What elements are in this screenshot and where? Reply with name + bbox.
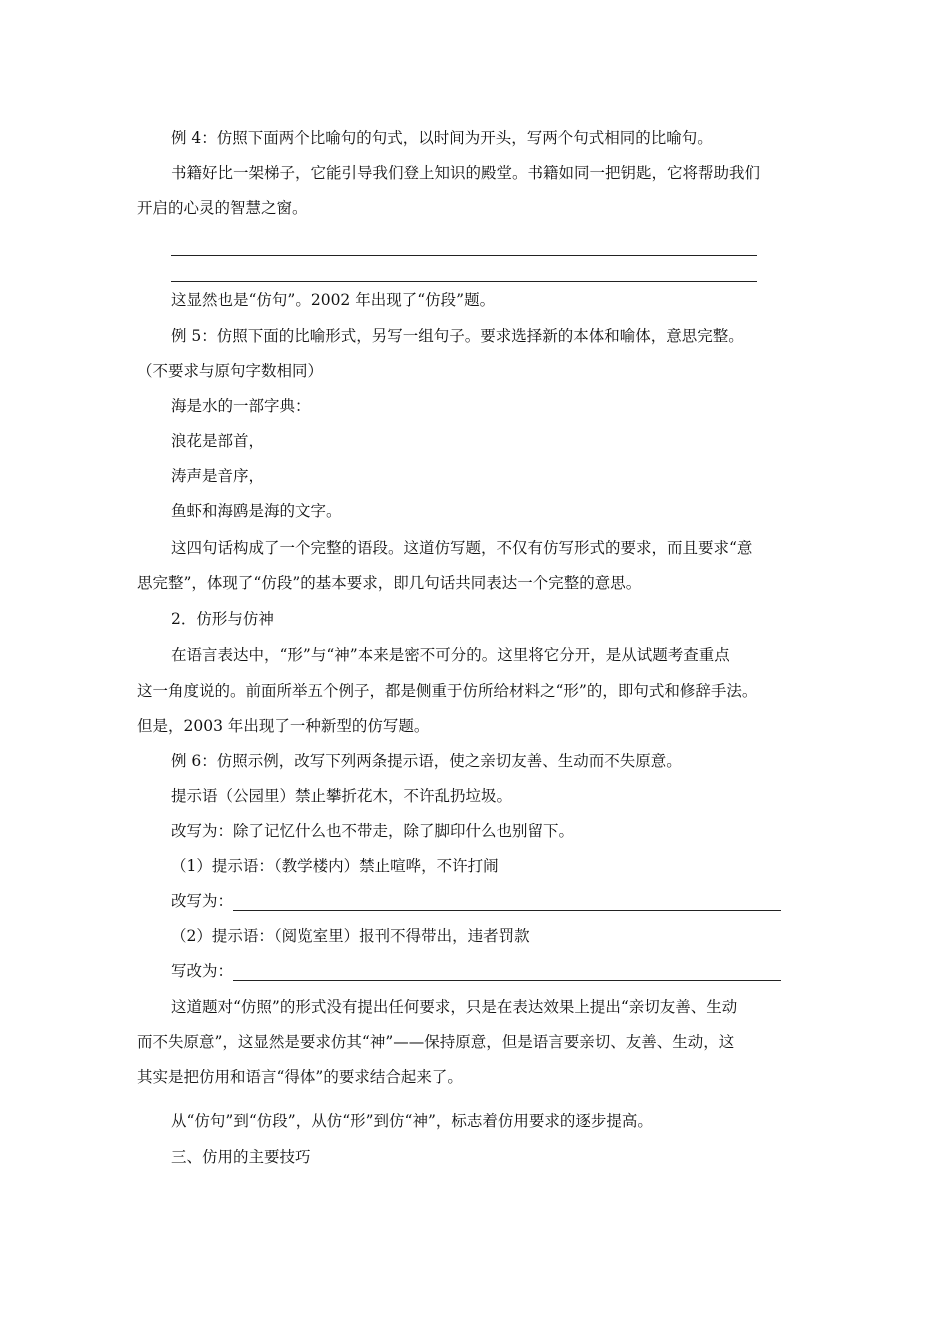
paragraph-line: 改写为：除了记忆什么也不带走，除了脚印什么也别留下。 xyxy=(171,822,575,840)
answer-line xyxy=(171,255,757,256)
paragraph-line: 这显然也是“仿句”。2002 年出现了“仿段”题。 xyxy=(171,291,496,309)
answer-line xyxy=(171,281,757,282)
paragraph-line: 这一角度说的。前面所举五个例子，都是侧重于仿所给材料之“形”的，即句式和修辞手法。 xyxy=(137,682,758,700)
paragraph-line: 浪花是部首， xyxy=(171,432,265,450)
paragraph-line: 但是，2003 年出现了一种新型的仿写题。 xyxy=(137,717,430,735)
paragraph-line: 从“仿句”到“仿段”，从仿“形”到仿“神”，标志着仿用要求的逐步提高。 xyxy=(171,1112,653,1130)
answer-blank[interactable] xyxy=(233,896,781,911)
paragraph-line: 开启的心灵的智慧之窗。 xyxy=(137,199,308,217)
paragraph-line: 例 5：仿照下面的比喻形式，另写一组句子。要求选择新的本体和喻体，意思完整。 xyxy=(171,327,744,345)
section-heading: 2．仿形与仿神 xyxy=(171,610,274,628)
answer-label: 改写为： xyxy=(171,892,234,910)
paragraph-line: 而不失原意”，这显然是要求仿其“神”——保持原意，但是语言要亲切、友善、生动，这 xyxy=(137,1033,735,1051)
paragraph-line: 这道题对“仿照”的形式没有提出任何要求，只是在表达效果上提出“亲切友善、生动 xyxy=(171,998,738,1016)
paragraph-line: （1）提示语：（教学楼内）禁止喧哗，不许打闹 xyxy=(171,857,499,875)
paragraph-line: 提示语（公园里）禁止攀折花木，不许乱扔垃圾。 xyxy=(171,787,513,805)
paragraph-line: 海是水的一部字典： xyxy=(171,397,311,415)
paragraph-line: 书籍好比一架梯子，它能引导我们登上知识的殿堂。书籍如同一把钥匙，它将帮助我们 xyxy=(171,164,761,182)
answer-blank[interactable] xyxy=(233,966,781,981)
section-heading: 三、仿用的主要技巧 xyxy=(171,1148,311,1166)
paragraph-line: 这四句话构成了一个完整的语段。这道仿写题，不仅有仿写形式的要求，而且要求“意 xyxy=(171,539,753,557)
paragraph-line: 鱼虾和海鸥是海的文字。 xyxy=(171,502,342,520)
paragraph-line: 例 4：仿照下面两个比喻句的句式，以时间为开头，写两个句式相同的比喻句。 xyxy=(171,129,713,147)
answer-row xyxy=(171,961,781,981)
paragraph-line: 在语言表达中，“形”与“神”本来是密不可分的。这里将它分开，是从试题考查重点 xyxy=(171,646,730,664)
answer-label: 写改为： xyxy=(171,962,234,980)
paragraph-line: 其实是把仿用和语言“得体”的要求结合起来了。 xyxy=(137,1068,463,1086)
paragraph-line: （不要求与原句字数相同） xyxy=(137,362,324,380)
answer-row xyxy=(171,891,781,911)
paragraph-line: 思完整”，体现了“仿段”的基本要求，即几句话共同表达一个完整的意思。 xyxy=(137,574,642,592)
paragraph-line: 涛声是音序， xyxy=(171,467,265,485)
paragraph-line: 例 6：仿照示例，改写下列两条提示语，使之亲切友善、生动而不失原意。 xyxy=(171,752,682,770)
paragraph-line: （2）提示语：（阅览室里）报刊不得带出，违者罚款 xyxy=(171,927,530,945)
